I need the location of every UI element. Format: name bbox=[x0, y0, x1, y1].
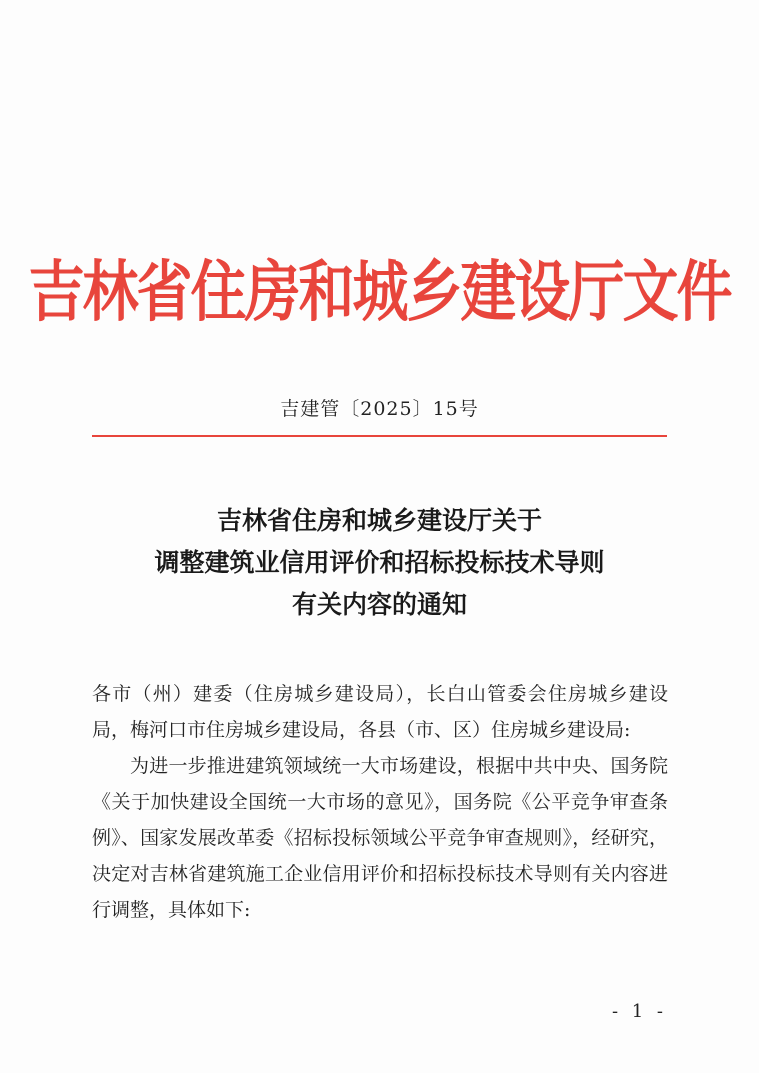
red-divider bbox=[92, 435, 667, 437]
issuer-header: 吉林省住房和城乡建设厅文件 bbox=[28, 252, 731, 331]
document-body bbox=[92, 676, 668, 928]
page-number: - 1 - bbox=[611, 1001, 667, 1022]
title-line-1: 吉林省住房和城乡建设厅关于 bbox=[216, 506, 542, 535]
title-line-2: 调整建筑业信用评价和招标投标技术导则 bbox=[154, 548, 605, 577]
title-line-3: 有关内容的通知 bbox=[291, 590, 467, 619]
document-title bbox=[0, 500, 759, 626]
body-paragraph-1: 为进一步推进建筑领域统一大市场建设，根据中共中央、国务院《关于加快建设全国统一大市场的意见》，国务院《公平竞争审查条例》、国家发展改革委《招标投标领域公平竞争审查规则》，经研究，决定对吉林省建筑施工企业信用评价和招标投标技术导则有关内容进行调整，具体如下: bbox=[92, 755, 668, 921]
document-number: 吉建管〔2025〕15号 bbox=[280, 398, 479, 420]
recipients-paragraph: 各市（州）建委（住房城乡建设局），长白山管委会住房城乡建设局，梅河口市住房城乡建设局，各县（市、区）住房城乡建设局: bbox=[92, 683, 668, 741]
